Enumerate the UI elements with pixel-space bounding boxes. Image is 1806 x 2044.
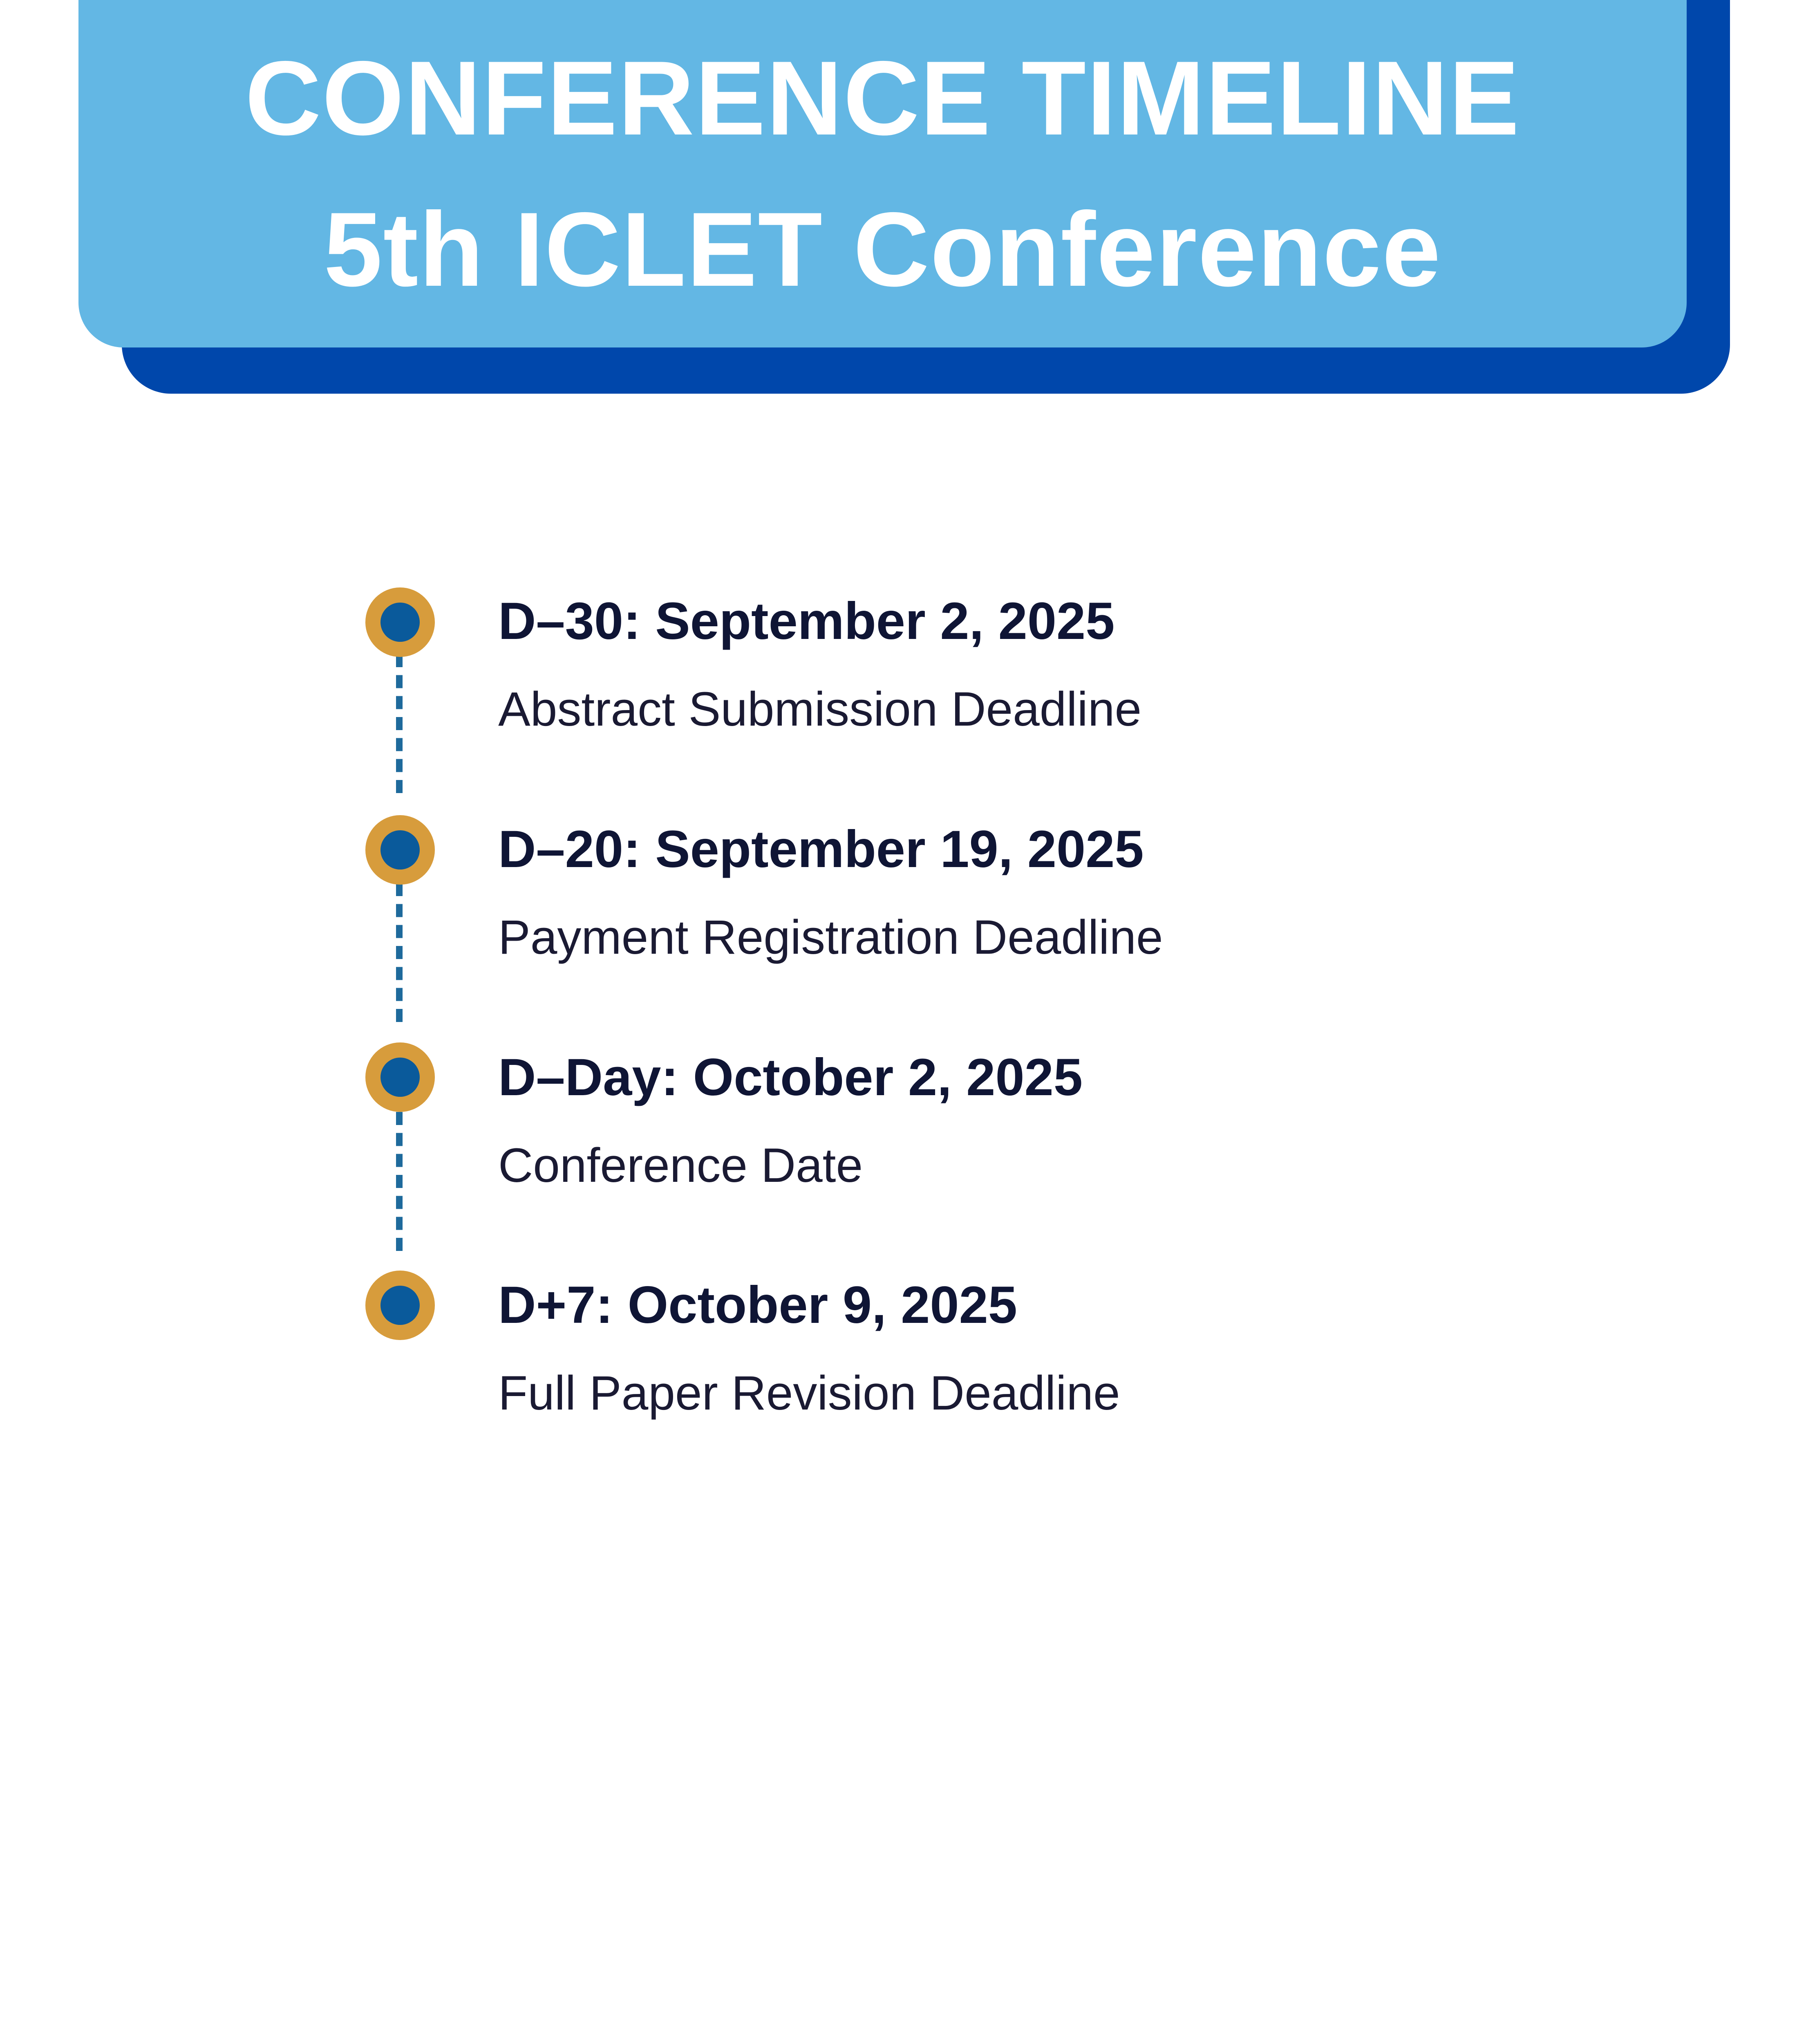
page-title-line1: CONFERENCE TIMELINE [245,39,1520,157]
timeline-label: Full Paper Revision Deadline [498,1366,1120,1420]
timeline-date: D–30: September 2, 2025 [498,592,1115,650]
timeline-item [498,1275,1120,1422]
page-title-line2: 5th ICLET Conference [323,190,1442,308]
timeline-node [365,1042,435,1112]
timeline-node [365,1271,435,1340]
timeline-connector [396,883,403,1022]
timeline-node [365,587,435,657]
timeline-date: D–20: September 19, 2025 [498,820,1144,879]
timeline-node [365,815,435,885]
timeline-label: Payment Registration Deadline [498,910,1163,964]
timeline-label: Abstract Submission Deadline [498,682,1142,736]
timeline-item [498,1047,1083,1194]
timeline-item [498,819,1163,966]
timeline-item [498,591,1141,738]
timeline-date: D+7: October 9, 2025 [498,1276,1017,1334]
timeline-date: D–Day: October 2, 2025 [498,1048,1083,1107]
timeline-connector [396,654,403,793]
timeline-connector [396,1112,403,1251]
timeline-label: Conference Date [498,1139,863,1192]
